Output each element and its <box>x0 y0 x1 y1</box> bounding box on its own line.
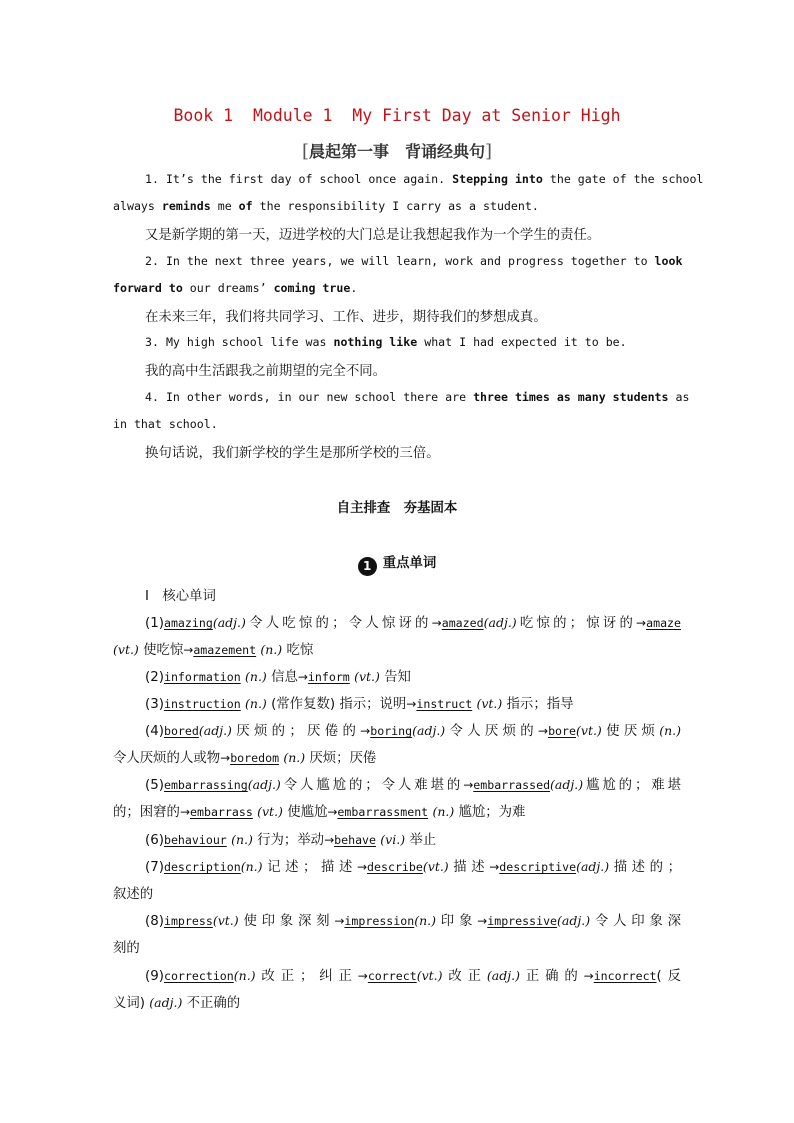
subtitle-text: 晨起第一事 背诵经典句 <box>308 142 485 161</box>
vocab-item-7-line-2: 叙述的 <box>113 887 154 902</box>
vocab-item-2: (2)information (n.) 信息→inform (vt.) 告知 <box>145 669 411 685</box>
vocab-item-5-line-2: 的；困窘的→embarrass (vt.) 使尴尬→embarrassment (n.) 尴尬；为难 <box>113 804 526 820</box>
vocab-item-4-line-1: (4)bored(adj.)厌烦的；厌倦的→boring(adj.)令人厌烦的→bore(vt.)使厌烦(n.) <box>145 723 682 739</box>
sub-heading <box>0 552 794 576</box>
vocab-item-8-line-1: (8)impress(vt.)使印象深刻→impression(n.)印象→impressive(adj.)令人印象深 <box>145 913 682 929</box>
sentence-4-translation: 换句话说，我们新学校的学生是那所学校的三倍。 <box>145 446 440 461</box>
sentence-2-translation: 在未来三年，我们将共同学习、工作、进步，期待我们的梦想成真。 <box>145 310 547 325</box>
vocab-item-1-line-2: (vt.) 使吃惊→amazement (n.) 吃惊 <box>113 642 314 658</box>
vocab-item-3: (3)instruction (n.) (常作复数) 指示；说明→instruct (vt.) 指示；指导 <box>145 696 574 712</box>
sentence-1-translation: 又是新学期的第一天，迈进学校的大门总是让我想起我作为一个学生的责任。 <box>145 228 601 243</box>
sentence-4-line-1: 4. In other words, in our new school there are three times as many students as <box>145 390 690 404</box>
vocab-item-5-line-1: (5)embarrassing(adj.)令人尴尬的；令人难堪的→embarrassed(adj.)尴尬的；难堪 <box>145 777 682 793</box>
vocab-item-4-line-2: 令人厌烦的人或物→boredom (n.) 厌烦；厌倦 <box>113 750 377 766</box>
sentence-1-line-2: always reminds me of the responsibility I carry as a student. <box>113 199 539 213</box>
section-heading: 自主排查 夯基固本 <box>336 501 458 516</box>
vocab-item-8-line-2: 刻的 <box>113 941 140 956</box>
sentence-2-line-1: 2. In the next three years, we will learn, work and progress together to look <box>145 254 683 268</box>
part-label: Ⅰ 核心单词 <box>145 589 216 604</box>
sentence-3-translation: 我的高中生活跟我之前期望的完全不同。 <box>145 364 387 379</box>
vocab-item-9-line-2: 义词) (adj.) 不正确的 <box>113 995 241 1011</box>
vocab-item-6: (6)behaviour (n.) 行为；举动→behave (vi.) 举止 <box>145 832 437 848</box>
sub-heading-label: 重点单词 <box>382 556 437 571</box>
section-subtitle: [晨起第一事 背诵经典句] <box>301 141 493 162</box>
number-badge: 1 <box>358 557 377 576</box>
sentence-2-line-2: forward to our dreams’ coming true. <box>113 281 358 295</box>
page-title: Book 1 Module 1 My First Day at Senior High <box>173 106 621 125</box>
sentence-4-line-2: in that school. <box>113 417 218 431</box>
sentence-1-line-1: 1. It’s the first day of school once again. Stepping into the gate of the school <box>145 172 704 186</box>
vocab-item-1-line-1: (1)amazing(adj.)令人吃惊的；令人惊讶的→amazed(adj.)吃惊的；惊讶的→amaze <box>145 615 682 631</box>
sentence-3-line-1: 3. My high school life was nothing like what I had expected it to be. <box>145 335 627 349</box>
vocab-item-7-line-1: (7)description(n.)记述；描述→describe(vt.)描述→descriptive(adj.)描述的； <box>145 859 682 875</box>
vocab-item-9-line-1: (9)correction(n.)改正；纠正→correct(vt.)改正(adj.)正确的→incorrect(反 <box>145 968 682 984</box>
